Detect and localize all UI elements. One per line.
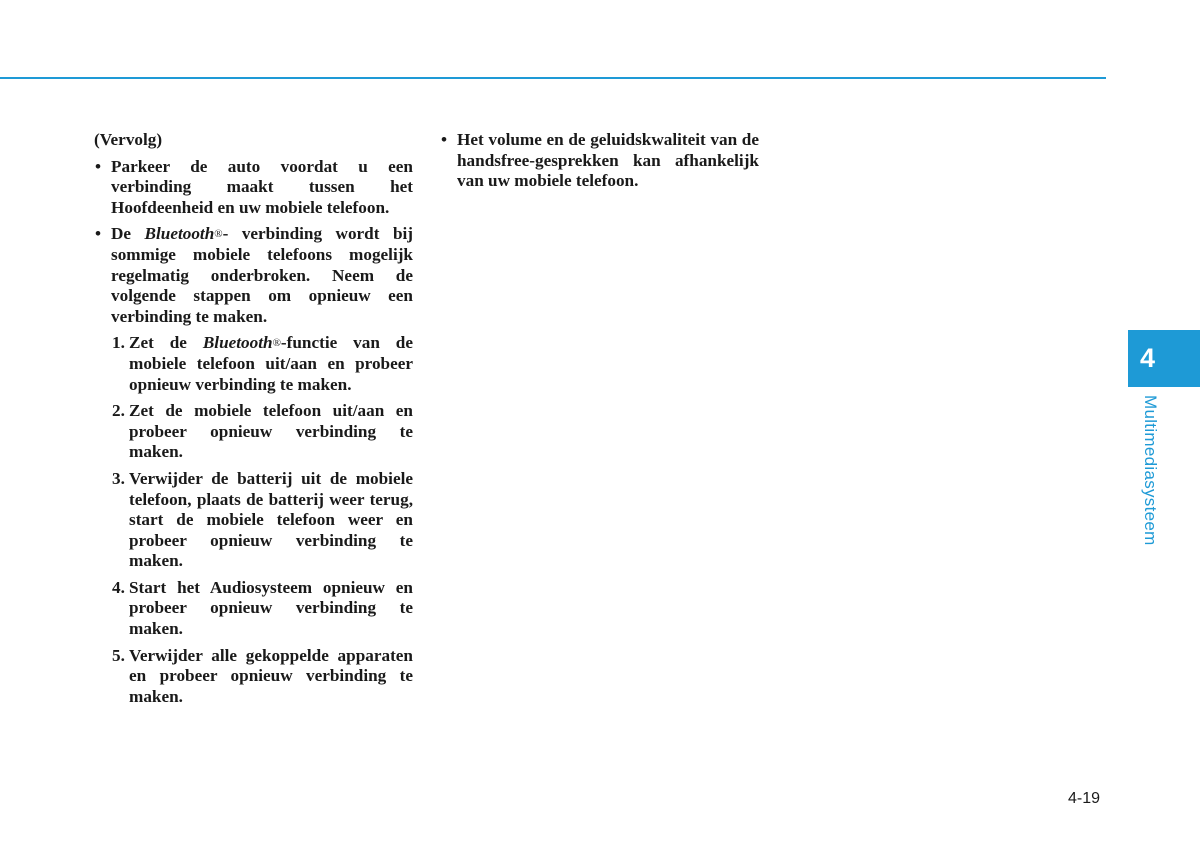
- step-3: [94, 469, 413, 572]
- chapter-number-tab: [1128, 330, 1200, 387]
- step-number: 4.: [112, 577, 125, 597]
- bullet-volume-text: Het volume en de geluidskwaliteit van de handsfree-gesprekken kan afhankelijk van uw mobiele telefoon.: [457, 130, 759, 191]
- step-text: Verwijder de batterij uit de mobiele telefoon, plaats de batterij weer terug, start de mobiele telefoon weer en probeer opnieuw verbinding te maken.: [129, 468, 413, 571]
- step-1: [94, 333, 413, 395]
- chapter-number: 4: [1140, 343, 1156, 373]
- step-text: Start het Audiosysteem opnieuw en probeer opnieuw verbinding te maken.: [129, 577, 413, 639]
- bullet-park-car: [94, 157, 413, 219]
- registered-mark: ®: [272, 337, 281, 350]
- step-text: Zet de mobiele telefoon uit/aan en probeer opnieuw verbinding te maken.: [129, 401, 413, 462]
- step-5: [94, 646, 413, 708]
- bullet-volume-quality: [440, 130, 759, 192]
- bullet-bluetooth-text: - verbinding wordt bij sommige mobiele telefoons mogelijk regelmatig onderbroken. Neem de volgende stappen om opnieuw een verbinding te maken.: [111, 224, 413, 326]
- continued-label: (Vervolg): [94, 130, 163, 149]
- bluetooth-brand: Bluetooth: [202, 333, 273, 353]
- step-2: [94, 401, 413, 463]
- bullet-bluetooth-interrupted: [94, 224, 413, 327]
- step-number: 1.: [112, 333, 125, 353]
- left-column: [94, 130, 413, 713]
- chapter-title: Multimediasysteem: [1141, 395, 1160, 546]
- step-number: 5.: [112, 645, 125, 665]
- step-4: [94, 578, 413, 640]
- step-text: Verwijder alle gekoppelde apparaten en probeer opnieuw verbinding te maken.: [129, 645, 413, 706]
- right-column: [440, 130, 759, 198]
- step-number: 3.: [112, 468, 125, 488]
- step-prefix: Zet de: [129, 333, 203, 353]
- bullet-prefix: De: [111, 224, 145, 244]
- header-rule: [0, 77, 1106, 79]
- bluetooth-brand: Bluetooth: [144, 224, 215, 244]
- step-number: 2.: [112, 401, 125, 421]
- bullet-park-car-text: Parkeer de auto voordat u een verbinding maakt tussen het Hoofdeenheid en uw mobiele telefoon.: [111, 156, 413, 217]
- registered-mark: ®: [214, 228, 223, 241]
- page-number: 4-19: [1068, 790, 1101, 807]
- step-text: -functie van de mobiele telefoon uit/aan en probeer opnieuw verbinding te maken.: [129, 333, 413, 394]
